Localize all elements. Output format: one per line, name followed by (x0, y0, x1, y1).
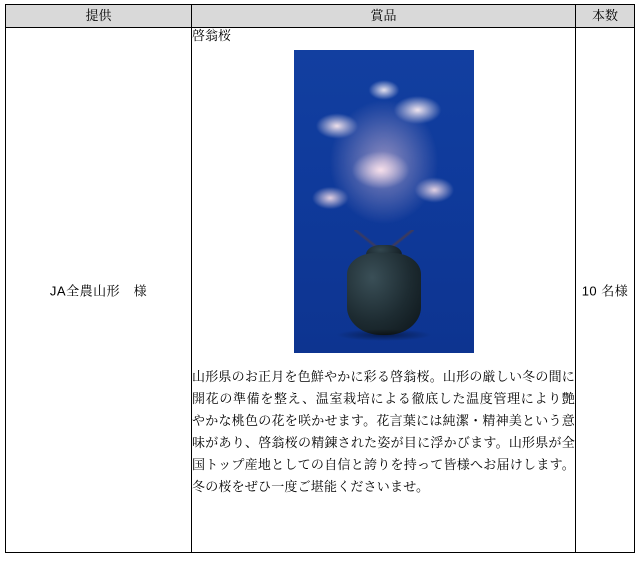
column-header-supplier: 提供 (6, 5, 192, 28)
ceramic-vase (347, 253, 421, 335)
cell-prize (192, 28, 576, 553)
table-header (6, 5, 635, 28)
prize-title: 啓翁桜 (192, 28, 232, 43)
cell-count (576, 28, 635, 553)
column-header-count: 本数 (576, 5, 635, 28)
table-header-row (6, 5, 635, 28)
prize-description: 山形県のお正月を色鮮やかに彩る啓翁桜。山形の厳しい冬の間に開花の準備を整え、温室栽培による徹底した温度管理により艶やかな桃色の花を咲かせます。花言葉には純潔・精神美という意味があり、啓翁桜の精錬された姿が目に浮かびます。山形県が全国トップ産地としての自信と誇りを持って皆様へお届けします。冬の桜をぜひ一度ご堪能くださいませ。 (192, 369, 575, 494)
vase-shadow (336, 329, 432, 341)
supplier-name: JA全農山形 様 (49, 283, 148, 299)
prize-photo-wrapper (192, 50, 575, 358)
table-body (6, 28, 635, 553)
cherry-blossom-vase-photo (294, 50, 474, 353)
column-header-prize: 賞品 (192, 5, 576, 28)
prize-count: 10 名様 (581, 283, 629, 299)
table-row (6, 28, 635, 553)
prize-table (5, 4, 635, 553)
cell-supplier (6, 28, 192, 553)
